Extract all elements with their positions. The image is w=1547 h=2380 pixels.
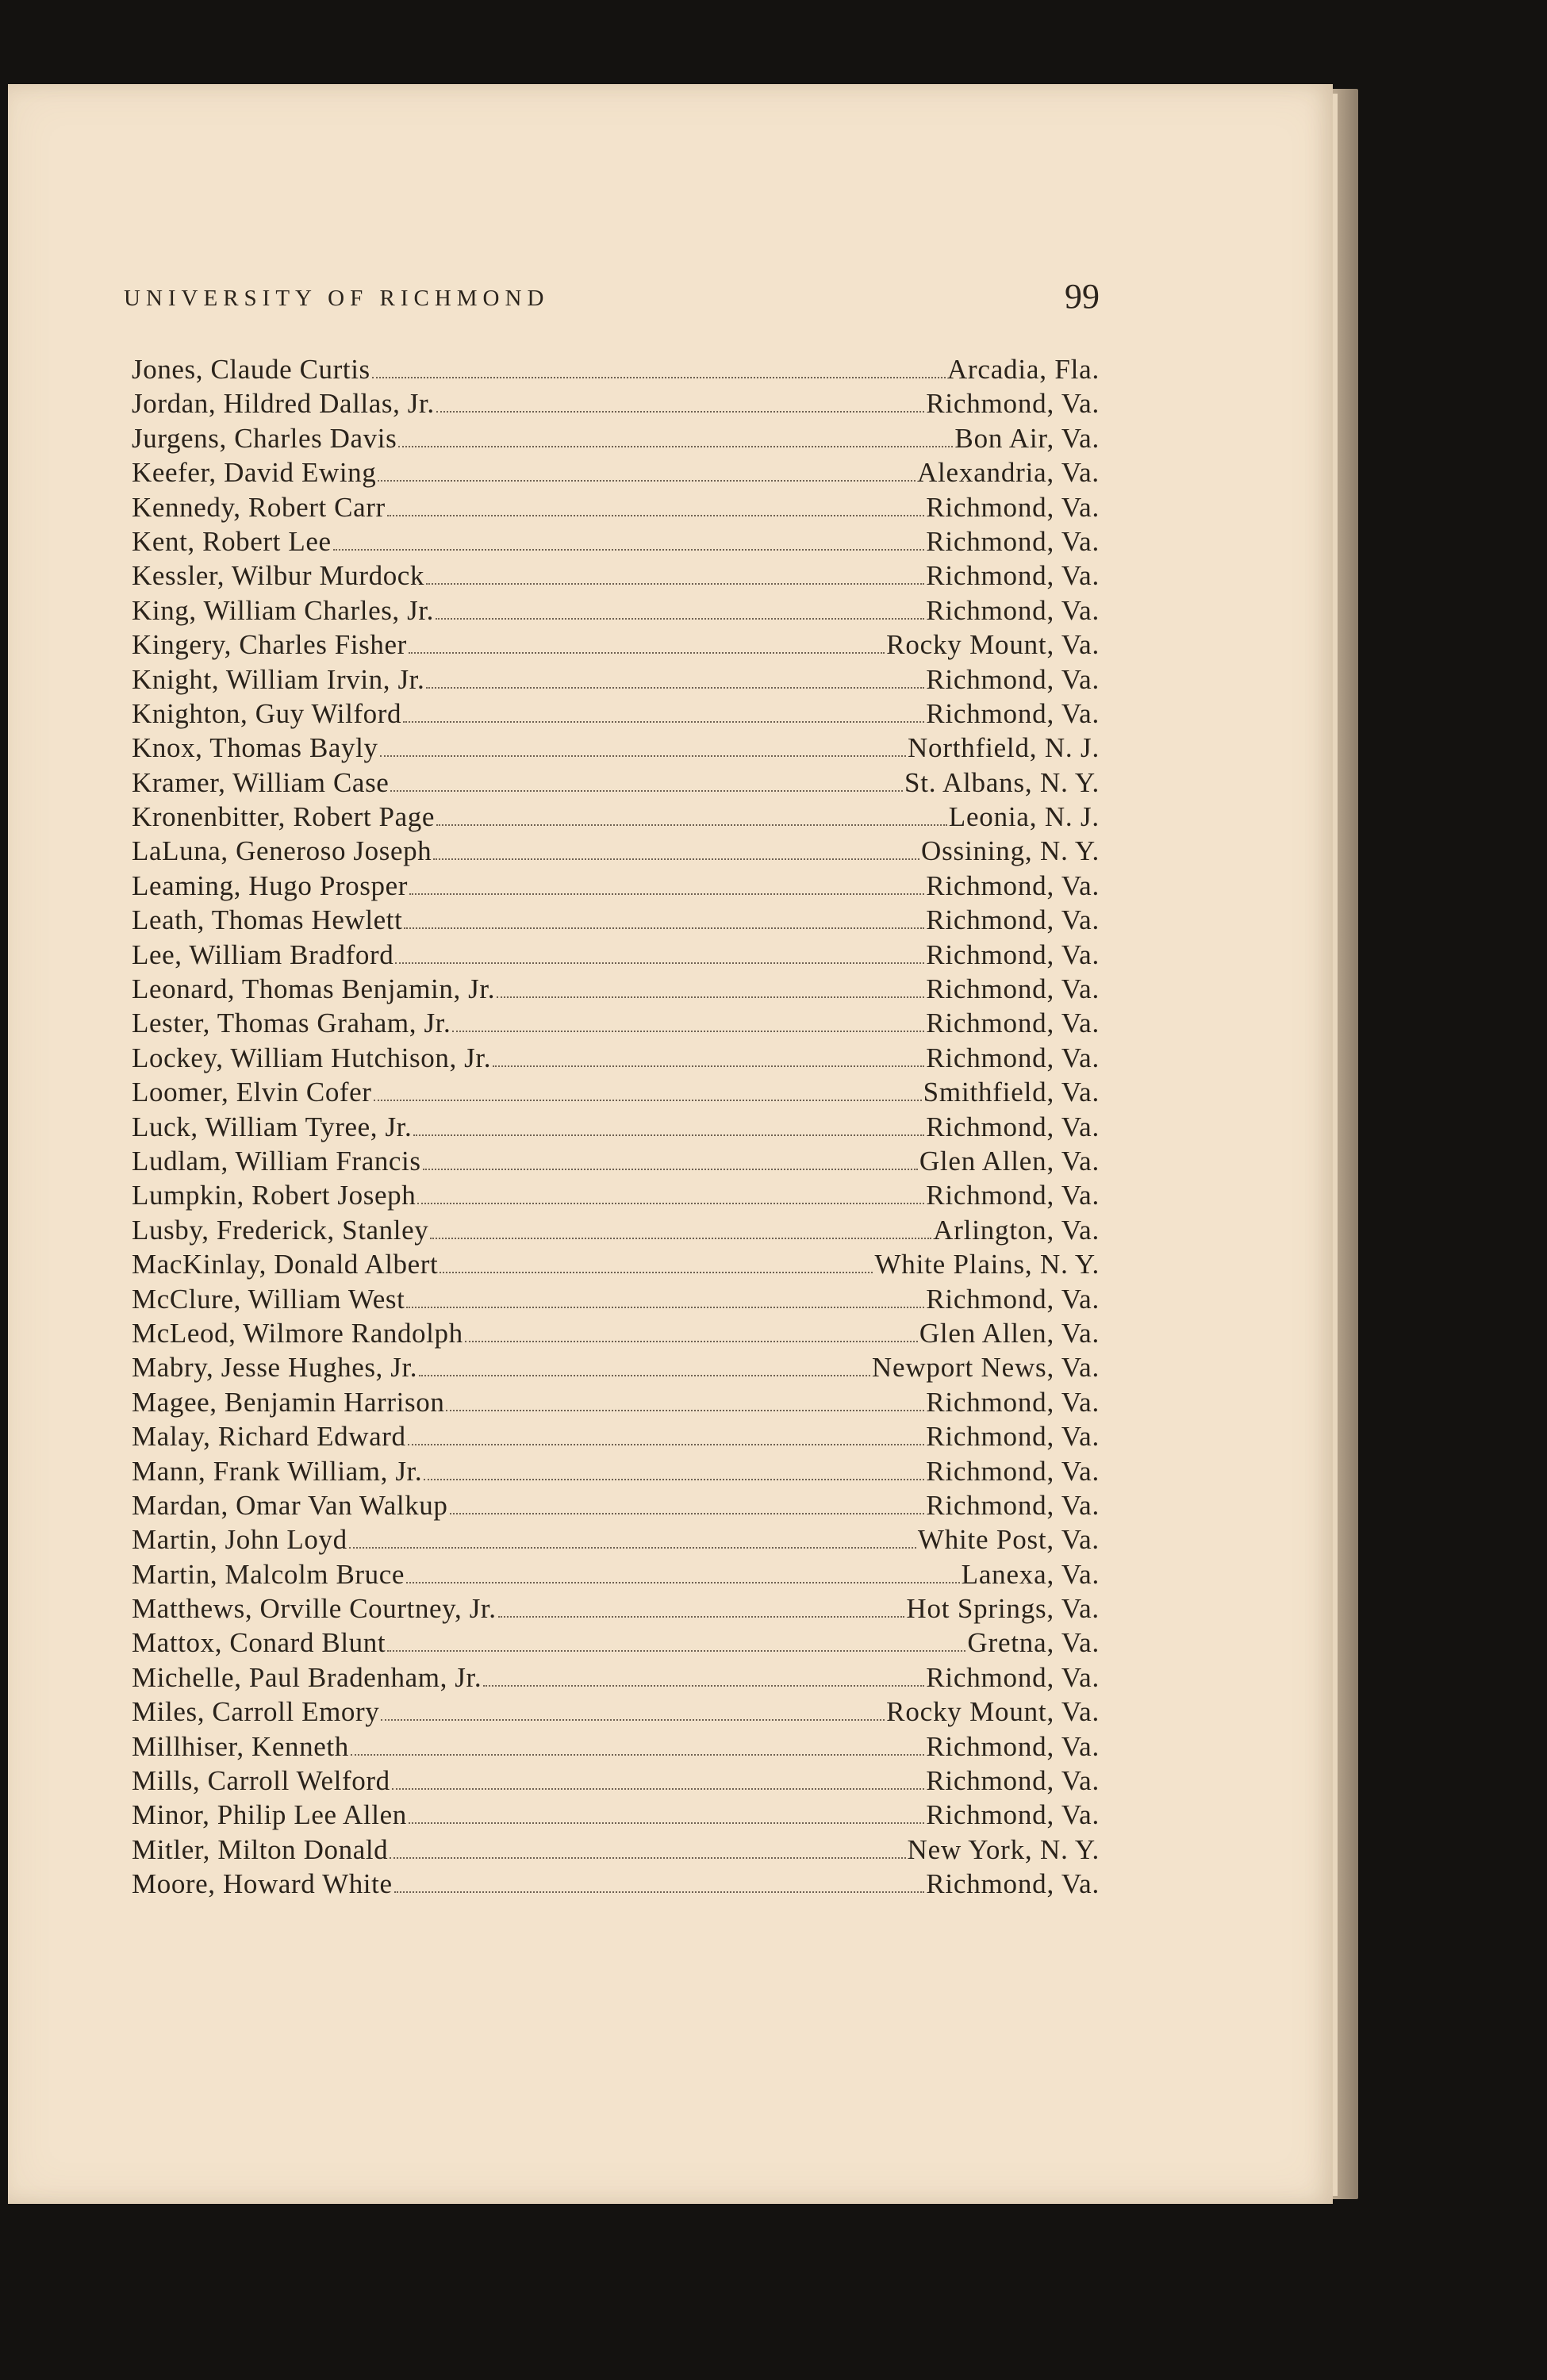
- student-name: King, William Charles, Jr.: [132, 594, 435, 626]
- dot-leader: [483, 1684, 924, 1687]
- header-title: UNIVERSITY OF RICHMOND: [124, 286, 550, 311]
- dot-leader: [424, 1478, 924, 1480]
- list-item: [132, 870, 1100, 904]
- student-name: Minor, Philip Lee Allen: [132, 1799, 407, 1831]
- list-item: [132, 492, 1100, 526]
- list-item: [132, 1352, 1100, 1386]
- dot-leader: [409, 892, 924, 895]
- student-name: Moore, Howard White: [132, 1868, 393, 1900]
- student-name: Lusby, Frederick, Stanley: [132, 1214, 429, 1246]
- hometown: Smithfield, Va.: [923, 1077, 1100, 1108]
- student-name: Kramer, William Case: [132, 766, 390, 798]
- hometown: Newport News, Va.: [871, 1352, 1100, 1384]
- dot-leader: [452, 1030, 924, 1032]
- student-name: Lockey, William Hutchison, Jr.: [132, 1042, 492, 1073]
- list-item: [132, 1421, 1100, 1455]
- hometown: Richmond, Va.: [926, 939, 1100, 970]
- dot-leader: [409, 1821, 924, 1824]
- hometown: Richmond, Va.: [926, 869, 1100, 901]
- student-name: Lee, William Bradford: [132, 939, 394, 970]
- student-name: Kessler, Wilbur Murdock: [132, 560, 425, 592]
- list-item: [132, 1111, 1100, 1146]
- hometown: Rocky Mount, Va.: [886, 629, 1100, 661]
- student-name: Leonard, Thomas Benjamin, Jr.: [132, 973, 496, 1005]
- dot-leader: [417, 1202, 924, 1204]
- student-list: [132, 354, 1100, 1903]
- student-name: Jordan, Hildred Dallas, Jr.: [132, 388, 435, 420]
- dot-leader: [408, 1443, 925, 1445]
- hometown: Richmond, Va.: [926, 1386, 1100, 1418]
- list-item: [132, 1387, 1100, 1421]
- hometown: Richmond, Va.: [926, 1042, 1100, 1073]
- list-item: [132, 629, 1100, 663]
- list-item: [132, 1077, 1100, 1111]
- student-name: Mardan, Omar Van Walkup: [132, 1489, 448, 1521]
- hometown: Richmond, Va.: [926, 594, 1100, 626]
- student-name: Mabry, Jesse Hughes, Jr.: [132, 1352, 418, 1384]
- dot-leader: [349, 1546, 916, 1549]
- dot-leader: [404, 927, 924, 929]
- list-item: [132, 1559, 1100, 1593]
- hometown: Glen Allen, Va.: [919, 1317, 1100, 1349]
- list-item: [132, 732, 1100, 766]
- dot-leader: [440, 1271, 873, 1273]
- hometown: Leonia, N. J.: [948, 801, 1100, 833]
- list-item: [132, 939, 1100, 973]
- dot-leader: [333, 548, 925, 551]
- student-name: Mann, Frank William, Jr.: [132, 1455, 423, 1487]
- student-name: Loomer, Elvin Cofer: [132, 1077, 372, 1108]
- list-item: [132, 1765, 1100, 1799]
- student-name: Lumpkin, Robert Joseph: [132, 1180, 416, 1211]
- dot-leader: [430, 1237, 931, 1239]
- hometown: Richmond, Va.: [926, 663, 1100, 695]
- hometown: Richmond, Va.: [926, 1283, 1100, 1315]
- dot-leader: [378, 479, 916, 482]
- hometown: Richmond, Va.: [926, 1180, 1100, 1211]
- list-item: [132, 767, 1100, 801]
- dot-leader: [419, 1374, 870, 1376]
- hometown: Richmond, Va.: [926, 491, 1100, 523]
- list-item: [132, 1593, 1100, 1627]
- student-name: Mitler, Milton Donald: [132, 1833, 389, 1865]
- list-item: [132, 1008, 1100, 1042]
- student-name: McLeod, Wilmore Randolph: [132, 1317, 463, 1349]
- hometown: Richmond, Va.: [926, 1730, 1100, 1762]
- student-name: Leath, Thomas Hewlett: [132, 904, 403, 936]
- hometown: Arcadia, Fla.: [946, 354, 1100, 385]
- list-item: [132, 1868, 1100, 1902]
- hometown: Glen Allen, Va.: [919, 1145, 1100, 1177]
- dot-leader: [381, 1718, 885, 1721]
- student-name: Knight, William Irvin, Jr.: [132, 663, 425, 695]
- list-item: [132, 973, 1100, 1008]
- dot-leader: [374, 1099, 922, 1101]
- student-name: Mattox, Conard Blunt: [132, 1627, 386, 1659]
- dot-leader: [436, 823, 947, 826]
- list-item: [132, 1180, 1100, 1214]
- hometown: White Plains, N. Y.: [874, 1249, 1100, 1280]
- student-name: Miles, Carroll Emory: [132, 1696, 380, 1728]
- dot-leader: [450, 1512, 925, 1514]
- dot-leader: [493, 1065, 924, 1067]
- hometown: Gretna, Va.: [967, 1627, 1100, 1659]
- list-item: [132, 595, 1100, 629]
- student-name: Ludlam, William Francis: [132, 1145, 421, 1177]
- hometown: Richmond, Va.: [926, 1008, 1100, 1039]
- list-item: [132, 354, 1100, 388]
- dot-leader: [372, 376, 946, 378]
- list-item: [132, 835, 1100, 869]
- list-item: [132, 560, 1100, 594]
- list-item: [132, 1215, 1100, 1249]
- list-item: [132, 1731, 1100, 1765]
- hometown: Richmond, Va.: [926, 1111, 1100, 1142]
- dot-leader: [406, 1306, 924, 1308]
- student-name: Kennedy, Robert Carr: [132, 491, 386, 523]
- student-name: Mills, Carroll Welford: [132, 1765, 390, 1797]
- hometown: Richmond, Va.: [926, 1455, 1100, 1487]
- student-name: Luck, William Tyree, Jr.: [132, 1111, 413, 1142]
- hometown: Richmond, Va.: [926, 1868, 1100, 1900]
- hometown: Richmond, Va.: [926, 973, 1100, 1005]
- student-name: MacKinlay, Donald Albert: [132, 1249, 439, 1280]
- dot-leader: [436, 617, 924, 620]
- dot-leader: [436, 410, 925, 413]
- hometown: Richmond, Va.: [926, 1799, 1100, 1831]
- student-name: Malay, Richard Edward: [132, 1421, 406, 1453]
- hometown: Richmond, Va.: [926, 525, 1100, 557]
- hometown: Richmond, Va.: [926, 1489, 1100, 1521]
- dot-leader: [390, 1856, 905, 1859]
- hometown: Ossining, N. Y.: [921, 835, 1100, 867]
- dot-leader: [413, 1134, 924, 1136]
- list-item: [132, 388, 1100, 422]
- dot-leader: [390, 789, 903, 792]
- hometown: New York, N. Y.: [907, 1833, 1100, 1865]
- list-item: [132, 1524, 1100, 1558]
- student-name: Magee, Benjamin Harrison: [132, 1386, 445, 1418]
- student-name: Matthews, Orville Courtney, Jr.: [132, 1593, 497, 1625]
- hometown: Lanexa, Va.: [961, 1558, 1100, 1590]
- list-item: [132, 1042, 1100, 1077]
- student-name: Lester, Thomas Graham, Jr.: [132, 1008, 451, 1039]
- list-item: [132, 1662, 1100, 1696]
- dot-leader: [433, 858, 919, 860]
- dot-leader: [498, 1615, 905, 1618]
- page-number: 99: [1065, 277, 1100, 316]
- list-item: [132, 457, 1100, 491]
- hometown: Richmond, Va.: [926, 388, 1100, 420]
- dot-leader: [409, 651, 885, 654]
- hometown: Richmond, Va.: [926, 904, 1100, 936]
- student-name: Jurgens, Charles Davis: [132, 422, 397, 454]
- list-item: [132, 698, 1100, 732]
- dot-leader: [497, 996, 924, 998]
- dot-leader: [380, 754, 906, 757]
- dot-leader: [351, 1753, 924, 1756]
- student-name: Millhiser, Kenneth: [132, 1730, 349, 1762]
- student-name: Martin, John Loyd: [132, 1524, 347, 1556]
- hometown: Bon Air, Va.: [954, 422, 1100, 454]
- list-item: [132, 1456, 1100, 1490]
- dot-leader: [394, 1891, 925, 1893]
- hometown: Richmond, Va.: [926, 1661, 1100, 1693]
- list-item: [132, 801, 1100, 835]
- list-item: [132, 1490, 1100, 1524]
- dot-leader: [465, 1340, 918, 1342]
- dot-leader: [423, 1168, 918, 1170]
- student-name: Martin, Malcolm Bruce: [132, 1558, 405, 1590]
- list-item: [132, 526, 1100, 560]
- student-name: Kingery, Charles Fisher: [132, 629, 407, 661]
- hometown: Richmond, Va.: [926, 1765, 1100, 1797]
- hometown: Richmond, Va.: [926, 697, 1100, 729]
- dot-leader: [403, 720, 924, 723]
- list-item: [132, 1627, 1100, 1661]
- list-item: [132, 664, 1100, 698]
- student-name: Leaming, Hugo Prosper: [132, 869, 408, 901]
- dot-leader: [426, 686, 924, 689]
- list-item: [132, 1696, 1100, 1730]
- hometown: Hot Springs, Va.: [906, 1593, 1100, 1625]
- dot-leader: [387, 1649, 965, 1652]
- list-item: [132, 1284, 1100, 1318]
- student-name: Jones, Claude Curtis: [132, 354, 370, 385]
- page-edge: [1333, 94, 1338, 2196]
- list-item: [132, 1146, 1100, 1180]
- list-item: [132, 1249, 1100, 1283]
- list-item: [132, 1799, 1100, 1833]
- list-item: [132, 1318, 1100, 1352]
- hometown: St. Albans, N. Y.: [904, 766, 1100, 798]
- hometown: Alexandria, Va.: [916, 457, 1100, 489]
- dot-leader: [446, 1409, 924, 1411]
- dot-leader: [387, 514, 924, 516]
- student-name: LaLuna, Generoso Joseph: [132, 835, 432, 867]
- dot-leader: [398, 445, 953, 447]
- hometown: Rocky Mount, Va.: [886, 1696, 1100, 1728]
- hometown: Arlington, Va.: [933, 1214, 1100, 1246]
- hometown: Richmond, Va.: [926, 560, 1100, 592]
- student-name: Kronenbitter, Robert Page: [132, 801, 435, 833]
- list-item: [132, 423, 1100, 457]
- student-name: Knighton, Guy Wilford: [132, 697, 402, 729]
- dot-leader: [426, 582, 924, 585]
- list-item: [132, 1834, 1100, 1868]
- dot-leader: [395, 962, 924, 964]
- student-name: Keefer, David Ewing: [132, 457, 377, 489]
- student-name: Knox, Thomas Bayly: [132, 732, 378, 764]
- hometown: White Post, Va.: [917, 1524, 1100, 1556]
- student-name: Kent, Robert Lee: [132, 525, 332, 557]
- list-item: [132, 904, 1100, 939]
- running-head: [124, 277, 1100, 330]
- student-name: Michelle, Paul Bradenham, Jr.: [132, 1661, 482, 1693]
- dot-leader: [392, 1787, 925, 1790]
- hometown: Northfield, N. J.: [907, 732, 1100, 764]
- dot-leader: [406, 1581, 960, 1583]
- student-name: McClure, William West: [132, 1283, 405, 1315]
- hometown: Richmond, Va.: [926, 1421, 1100, 1453]
